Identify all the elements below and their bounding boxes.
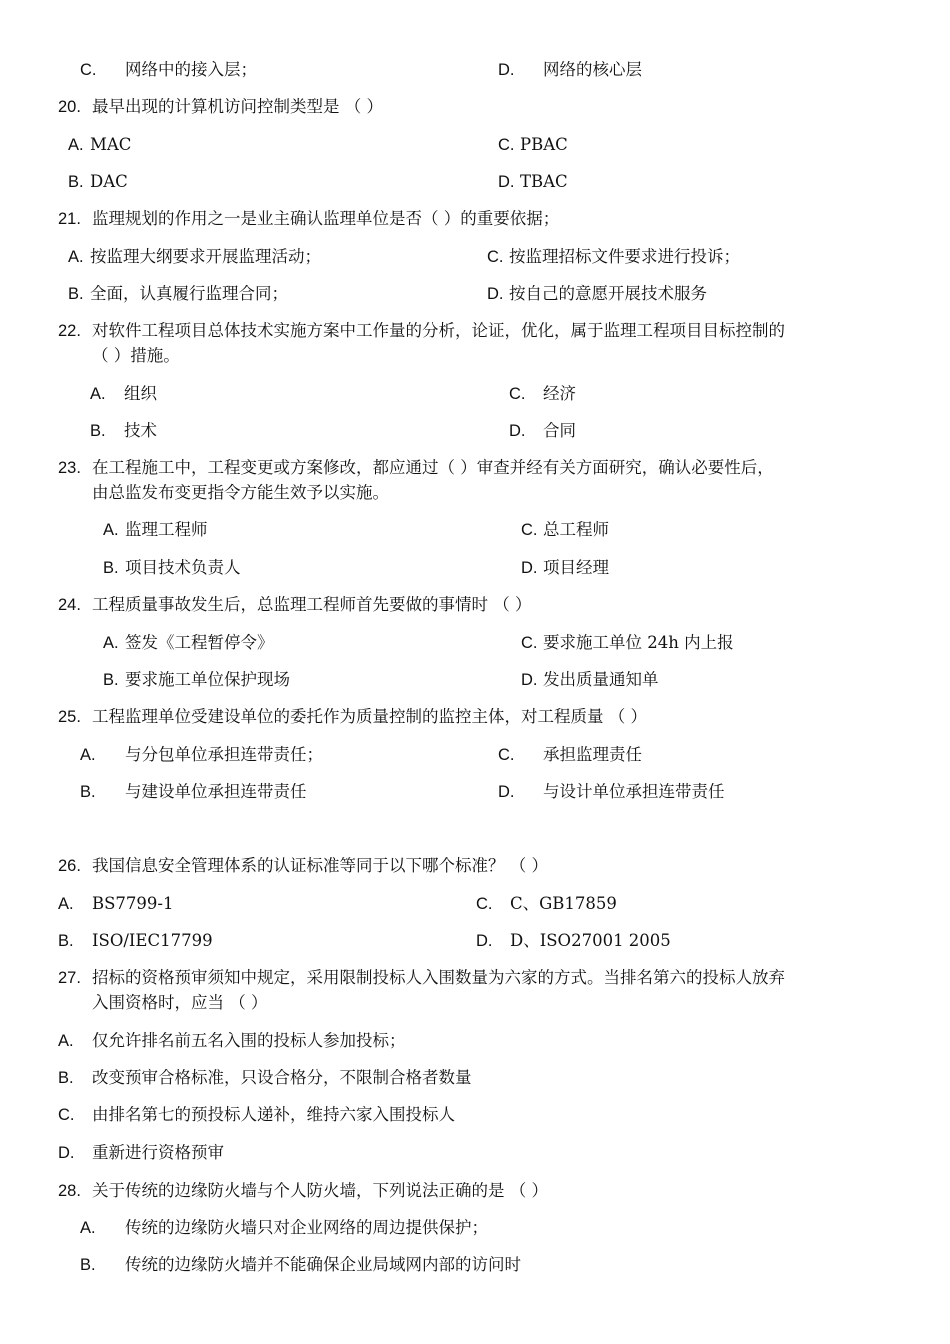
option-label: C. <box>80 61 97 79</box>
option-label: B. <box>58 932 74 950</box>
question-text: 对软件工程项目总体技术实施方案中工作量的分析，论证，优化，属于监理工程项目目标控制的 <box>92 321 785 340</box>
option-text: C、GB17859 <box>510 894 617 913</box>
option-label: D. <box>498 783 515 801</box>
option-text: 全面，认真履行监理合同； <box>90 284 288 303</box>
question-text: 招标的资格预审须知中规定，采用限制投标人入围数量为六家的方式。当排名第六的投标人放弃 <box>92 968 785 987</box>
option-text: 监理工程师 <box>125 520 208 539</box>
answer-option <box>90 420 157 442</box>
option-text: BS7799-1 <box>92 894 174 913</box>
answer-option <box>498 134 568 156</box>
option-label: D. <box>521 671 538 689</box>
option-label: D. <box>476 932 493 950</box>
option-text: 发出质量通知单 <box>543 670 659 689</box>
answer-option <box>521 632 734 654</box>
answer-option <box>103 519 208 541</box>
option-label: A. <box>90 385 106 403</box>
option-label: A. <box>68 248 84 266</box>
option-text: 总工程师 <box>543 520 609 539</box>
option-text: 要求施工单位保护现场 <box>125 670 290 689</box>
option-label: B. <box>80 783 96 801</box>
option-label: C. <box>521 634 538 652</box>
answer-option <box>103 669 290 691</box>
answer-option <box>80 781 307 803</box>
answer-option <box>498 781 725 803</box>
option-text: 传统的边缘防火墙并不能确保企业局域网内部的访问时 <box>125 1255 521 1274</box>
answer-option <box>68 246 321 268</box>
option-text: 网络中的接入层； <box>125 60 257 79</box>
answer-option <box>58 1067 472 1089</box>
option-label: C. <box>509 385 526 403</box>
option-text: 合同 <box>543 421 576 440</box>
option-text: 项目技术负责人 <box>125 558 241 577</box>
option-label: A. <box>80 746 96 764</box>
answer-option <box>476 930 671 952</box>
option-label: C. <box>521 521 538 539</box>
option-text: 与分包单位承担连带责任； <box>125 745 323 764</box>
option-label: A. <box>103 634 119 652</box>
option-text: 改变预审合格标准，只设合格分，不限制合格者数量 <box>92 1068 472 1087</box>
option-label: A. <box>80 1219 96 1237</box>
option-label: B. <box>68 285 84 303</box>
option-label: D. <box>487 285 504 303</box>
option-text: 项目经理 <box>543 558 609 577</box>
question-text: 在工程施工中，工程变更或方案修改，都应通过（ ）审查并经有关方面研究，确认必要性后， <box>92 458 774 477</box>
option-label: D. <box>498 61 515 79</box>
option-label: C. <box>498 746 515 764</box>
option-label: C. <box>58 1106 75 1124</box>
option-text: 仅允许排名前五名入围的投标人参加投标； <box>92 1031 406 1050</box>
question-number: 24. <box>58 596 81 614</box>
option-text: 经济 <box>543 384 576 403</box>
option-text: 由排名第七的预投标人递补，维持六家入围投标人 <box>92 1105 455 1124</box>
answer-option <box>80 1254 521 1276</box>
answer-option <box>80 744 323 766</box>
option-text: 传统的边缘防火墙只对企业网络的周边提供保护； <box>125 1218 488 1237</box>
option-label: D. <box>58 1144 75 1162</box>
question-text: 入围资格时，应当 （ ） <box>92 993 268 1012</box>
option-label: B. <box>68 173 84 191</box>
option-label: A. <box>58 895 74 913</box>
option-text: 组织 <box>124 384 157 403</box>
option-label: C. <box>487 248 504 266</box>
option-text: 签发《工程暂停令》 <box>125 633 274 652</box>
answer-option <box>521 557 609 579</box>
question-stem <box>58 96 383 118</box>
option-text: 承担监理责任 <box>543 745 642 764</box>
option-text: 与设计单位承担连带责任 <box>543 782 725 801</box>
option-text: 要求施工单位 24h 内上报 <box>543 633 734 652</box>
answer-option <box>68 171 128 193</box>
question-number: 26. <box>58 857 81 875</box>
answer-option <box>498 171 568 193</box>
option-text: 与建设单位承担连带责任 <box>125 782 307 801</box>
question-text: 由总监发布变更指令方能生效予以实施。 <box>92 483 389 502</box>
answer-option <box>58 893 174 915</box>
answer-option <box>80 1217 488 1239</box>
option-label: C. <box>476 895 493 913</box>
answer-option <box>90 383 157 405</box>
question-stem <box>58 855 548 877</box>
answer-option <box>68 134 131 156</box>
answer-option <box>476 893 617 915</box>
option-label: B. <box>103 559 119 577</box>
answer-option <box>498 59 642 81</box>
question-text: 我国信息安全管理体系的认证标准等同于以下哪个标准？ （ ） <box>92 856 548 875</box>
question-stem <box>58 967 785 989</box>
option-text: 技术 <box>124 421 157 440</box>
question-text: 工程监理单位受建设单位的委托作为质量控制的监控主体，对工程质量 （ ） <box>92 707 647 726</box>
option-label: A. <box>103 521 119 539</box>
question-stem-continued <box>92 482 389 504</box>
answer-option <box>58 1104 455 1126</box>
option-text: 重新进行资格预审 <box>92 1143 224 1162</box>
answer-option <box>68 283 288 305</box>
answer-option <box>80 59 257 81</box>
option-text: MAC <box>90 135 132 154</box>
option-label: B. <box>90 422 106 440</box>
question-number: 21. <box>58 210 81 228</box>
option-text: 网络的核心层 <box>543 60 642 79</box>
question-stem <box>58 594 532 616</box>
question-stem <box>58 320 785 342</box>
option-text: D、ISO27001 2005 <box>510 931 671 950</box>
option-text: ISO/IEC17799 <box>92 931 213 950</box>
question-stem <box>58 1180 548 1202</box>
question-number: 23. <box>58 459 81 477</box>
answer-option <box>58 930 213 952</box>
question-stem <box>58 457 774 479</box>
question-text: 最早出现的计算机访问控制类型是 （ ） <box>92 97 383 116</box>
answer-option <box>58 1030 406 1052</box>
question-text: 监理规划的作用之一是业主确认监理单位是否（ ）的重要依据； <box>92 209 560 228</box>
answer-option <box>521 519 609 541</box>
question-stem <box>58 706 647 728</box>
answer-option <box>103 557 241 579</box>
question-stem-continued <box>92 992 268 1014</box>
option-label: A. <box>58 1032 74 1050</box>
option-text: 按监理大纲要求开展监理活动； <box>90 247 321 266</box>
option-label: C. <box>498 136 515 154</box>
option-text: DAC <box>90 172 128 191</box>
answer-option <box>509 383 576 405</box>
option-label: D. <box>521 559 538 577</box>
option-text: PBAC <box>520 135 568 154</box>
option-label: D. <box>509 422 526 440</box>
question-text: 工程质量事故发生后，总监理工程师首先要做的事情时 （ ） <box>92 595 532 614</box>
question-stem <box>58 208 559 230</box>
question-number: 25. <box>58 708 81 726</box>
question-number: 20. <box>58 98 81 116</box>
answer-option <box>487 283 707 305</box>
answer-option <box>58 1142 224 1164</box>
option-label: D. <box>498 173 515 191</box>
answer-option <box>498 744 642 766</box>
question-text: （ ）措施。 <box>92 346 180 365</box>
question-number: 22. <box>58 322 81 340</box>
option-text: 按监理招标文件要求进行投诉； <box>509 247 740 266</box>
answer-option <box>509 420 576 442</box>
option-label: B. <box>103 671 119 689</box>
question-text: 关于传统的边缘防火墙与个人防火墙，下列说法正确的是 （ ） <box>92 1181 548 1200</box>
answer-option <box>521 669 659 691</box>
question-stem-continued <box>92 345 180 367</box>
option-text: TBAC <box>520 172 568 191</box>
option-text: 按自己的意愿开展技术服务 <box>509 284 707 303</box>
question-number: 28. <box>58 1182 81 1200</box>
question-number: 27. <box>58 969 81 987</box>
option-label: B. <box>58 1069 74 1087</box>
option-label: B. <box>80 1256 96 1274</box>
answer-option <box>103 632 274 654</box>
answer-option <box>487 246 740 268</box>
option-label: A. <box>68 136 84 154</box>
